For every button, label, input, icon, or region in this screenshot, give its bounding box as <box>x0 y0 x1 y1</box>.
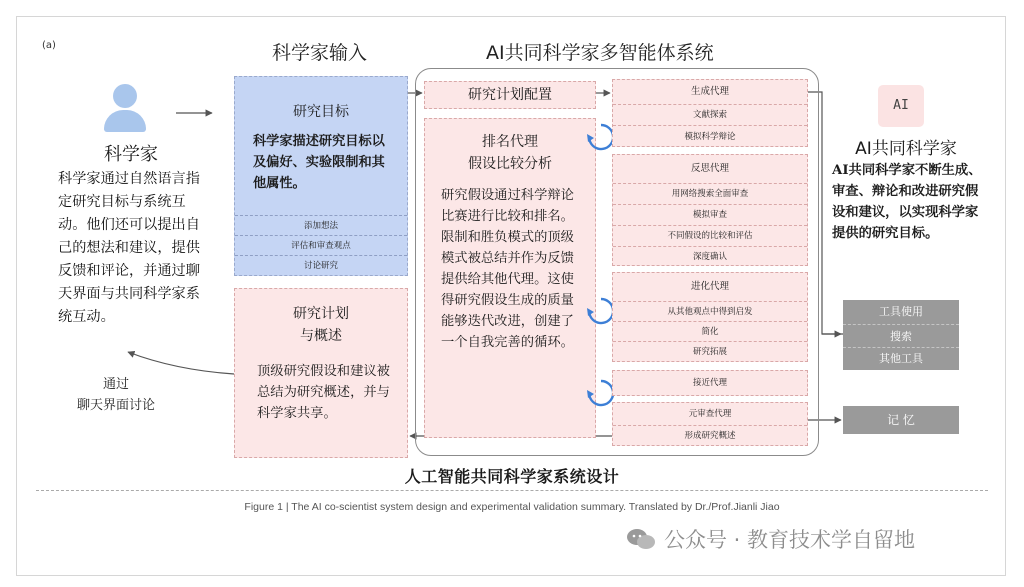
generation-agent-name: 生成代理 <box>690 86 729 97</box>
tool-item: 工具使用 <box>879 305 923 318</box>
agent-task: 模拟科学辩论 <box>613 125 807 147</box>
agent-task: 深度确认 <box>613 246 807 266</box>
meta-review-agent-name: 元审查代理 <box>688 409 732 419</box>
evolution-agent-name: 进化代理 <box>690 281 729 292</box>
divider <box>36 490 988 491</box>
generation-agent-group <box>612 79 808 147</box>
agent-task: 模拟审查 <box>613 204 807 225</box>
plan-config-box: 研究计划配置 <box>424 81 596 109</box>
ranking-title <box>425 131 595 175</box>
research-goal-text: 科学家描述研究目标以及偏好、实验限制和其他属性。 <box>253 134 385 191</box>
chat-discussion-note <box>66 374 166 416</box>
reflection-agent-name: 反思代理 <box>690 163 729 174</box>
goal-item-add-ideas: 添加想法 <box>235 215 407 235</box>
research-goal-box <box>234 76 408 276</box>
watermark <box>626 524 915 554</box>
ai-coscientist-name: AI共同科学家 <box>855 139 957 159</box>
wechat-icon <box>626 527 656 551</box>
scientist-input-header: 科学家输入 <box>272 42 368 64</box>
agent-task: 文献探索 <box>613 104 807 125</box>
meta-review-agent-group <box>612 402 808 446</box>
reflection-agent-group <box>612 154 808 266</box>
agent-task: 研究拓展 <box>613 341 807 362</box>
agent-task: 形成研究概述 <box>613 425 807 446</box>
scientist-user-icon <box>112 84 138 134</box>
proximity-agent-name: 接近代理 <box>692 378 727 388</box>
watermark-text: 公众号 · 教育技术学自留地 <box>664 528 916 552</box>
chat-note-line-1: 通过 <box>102 377 129 392</box>
research-goal-title: 研究目标 <box>293 104 349 120</box>
overview-title-line-2: 与概述 <box>300 328 342 344</box>
ranking-title-line-1: 排名代理 <box>482 134 538 150</box>
tool-item: 搜索 <box>843 324 959 347</box>
system-header: AI共同科学家多智能体系统 <box>486 42 714 64</box>
ai-coscientist-description: AI共同科学家不断生成、审查、辩论和改进研究假设和建议，以实现科学家提供的研究目标。 <box>832 163 982 241</box>
agent-task: 用网络搜索全面审查 <box>613 183 807 204</box>
tool-item: 其他工具 <box>843 347 959 369</box>
panel-label: (a) <box>42 40 56 51</box>
ranking-agent-box <box>424 118 596 438</box>
agent-task: 简化 <box>613 321 807 341</box>
diagram-title: 人工智能共同科学家系统设计 <box>404 467 620 486</box>
goal-item-discuss: 讨论研究 <box>235 255 407 275</box>
ai-badge-icon: AI <box>878 85 924 127</box>
proximity-agent-group <box>612 370 808 396</box>
agent-task: 从其他观点中得到启发 <box>613 301 807 321</box>
research-overview-title <box>235 303 407 347</box>
scientist-description: 科学家通过自然语言指定研究目标与系统互动。他们还可以提出自己的想法和建议，提供反馈和评论，并通过聊天界面与共同科学家系统互动。 <box>58 171 200 325</box>
ranking-title-line-2: 假设比较分析 <box>468 156 552 172</box>
memory-box: 记 忆 <box>843 406 959 434</box>
figure-caption: Figure 1 | The AI co-scientist system design and experimental validation summary. Translated by Dr./Prof.Jianli Jiao <box>244 501 780 513</box>
agent-task: 不同假设的比较和评估 <box>613 225 807 246</box>
chat-note-line-2: 聊天界面讨论 <box>76 398 155 413</box>
scientist-name: 科学家 <box>104 144 158 165</box>
ranking-text: 研究假设通过科学辩论比赛进行比较和排名。限制和胜负模式的顶级模式被总结并作为反馈提供给其他代理。这使得研究假设生成的质量能够迭代改进，创建了一个自我完善的循环。 <box>441 188 574 350</box>
goal-item-review: 评估和审查观点 <box>235 235 407 255</box>
research-overview-box <box>234 288 408 458</box>
evolution-agent-group <box>612 272 808 362</box>
tools-box <box>843 300 959 370</box>
overview-title-line-1: 研究计划 <box>293 306 349 322</box>
research-overview-text: 顶级研究假设和建议被总结为研究概述，并与科学家共享。 <box>257 364 390 421</box>
